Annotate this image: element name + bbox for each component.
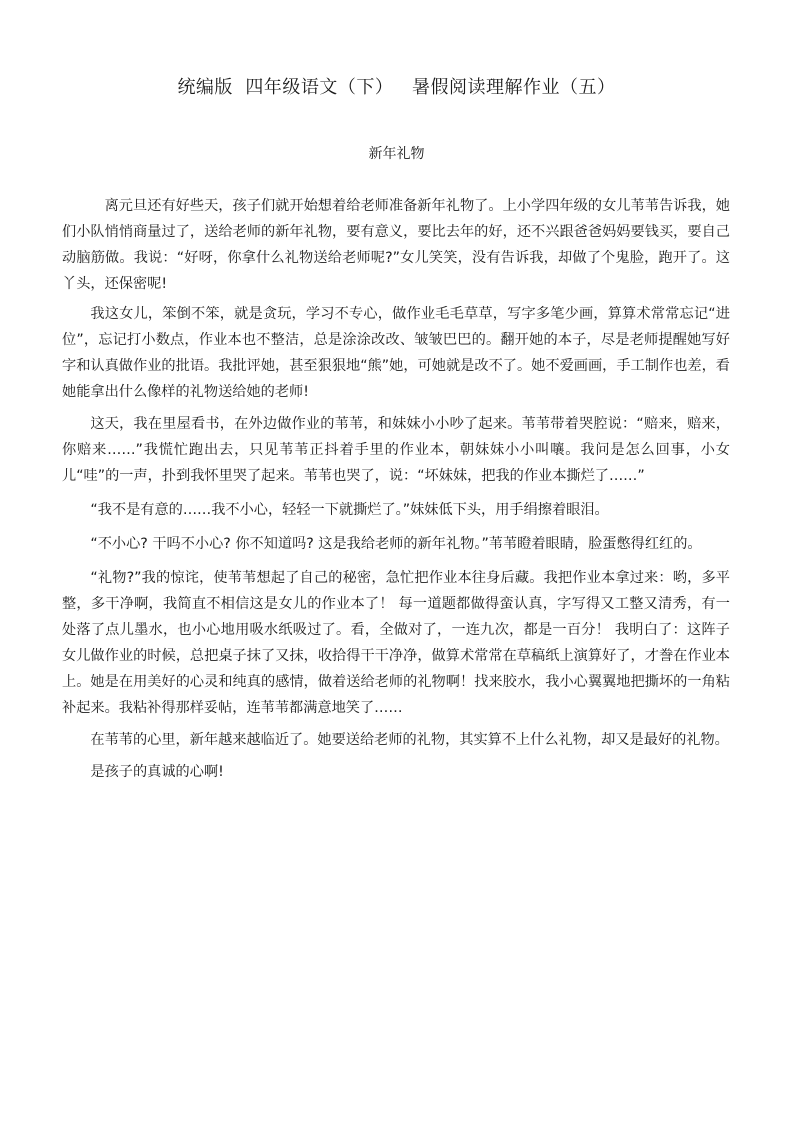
article-body: [62, 193, 730, 791]
paragraph-8: 是孩子的真诚的心啊!: [90, 764, 224, 780]
paragraph-5: “不小心? 干吗不小心? 你不知道吗? 这是我给老师的新年礼物。”苇苇瞪着眼睛，脸蛋憋得红红的。: [90, 536, 702, 552]
paragraph-7: 在苇苇的心里，新年越来越临近了。她要送给老师的礼物，其实算不上什么礼物，却又是最好的礼物。: [90, 732, 729, 748]
paragraph-4: “我不是有意的……我不小心，轻轻一下就撕烂了。”妹妹低下头，用手绢擦着眼泪。: [90, 502, 609, 518]
paragraph-1: 离元旦还有好些天，孩子们就开始想着给老师准备新年礼物了。上小学四年级的女儿苇苇告诉我，她们小队悄悄商量过了，送给老师的新年礼物，要有意义，要比去年的好，还不兴跟爸爸妈妈要钱买，要自己动脑筋做。我说：“好呀，你拿什么礼物送给老师呢?”女儿笑笑，没有告诉我，却做了个鬼脸，跑开了。这丫头，还保密呢!: [62, 198, 730, 292]
article-title: 新年礼物: [368, 146, 425, 162]
paragraph-3: 这天，我在里屋看书，在外边做作业的苇苇，和妹妹小小吵了起来。苇苇带着哭腔说：“赔来，赔来，你赔来……”我慌忙跑出去，只见苇苇正抖着手里的作业本，朝妹妹小小叫嚷。我问是怎么回事，小女儿“哇”的一声，扑到我怀里哭了起来。苇苇也哭了，说：“坏妹妹，把我的作业本撕烂了……”: [62, 416, 730, 484]
paragraph-6: “礼物?”我的惊诧，使苇苇想起了自己的秘密，急忙把作业本往身后藏。我把作业本拿过来：哟，多平整，多干净啊，我简直不相信这是女儿的作业本了！ 每一道题都做得蛮认真，字写得又工整又清秀，有一处落了点儿墨水，也小心地用吸水纸吸过了。看，全做对了，一连九次，都是一百分！ 我明白了：这阵子女儿做作业的时候，总把桌子抹了又抹，收拾得干干净净，做算术常常在草稿纸上演算好了，才誊在作业本上。她是在用美好的心灵和纯真的感情，做着送给老师的礼物啊！找来胶水，我小心翼翼地把撕坏的一角粘补起来。我粘补得那样妥帖，连苇苇都满意地笑了……: [62, 570, 730, 716]
document-title: 统编版 四年级语文（下） 暑假阅读理解作业（五）: [177, 77, 616, 98]
paragraph-2: 我这女儿，笨倒不笨，就是贪玩，学习不专心，做作业毛毛草草，写字多笔少画，算算术常常忘记“进位”，忘记打小数点，作业本也不整洁，总是涂涂改改、皱皱巴巴的。翻开她的本子，尽是老师提醒她写好字和认真做作业的批语。我批评她，甚至狠狠地“熊”她，可她就是改不了。她不爱画画，手工制作也差，看她能拿出什么像样的礼物送给她的老师!: [62, 306, 730, 400]
